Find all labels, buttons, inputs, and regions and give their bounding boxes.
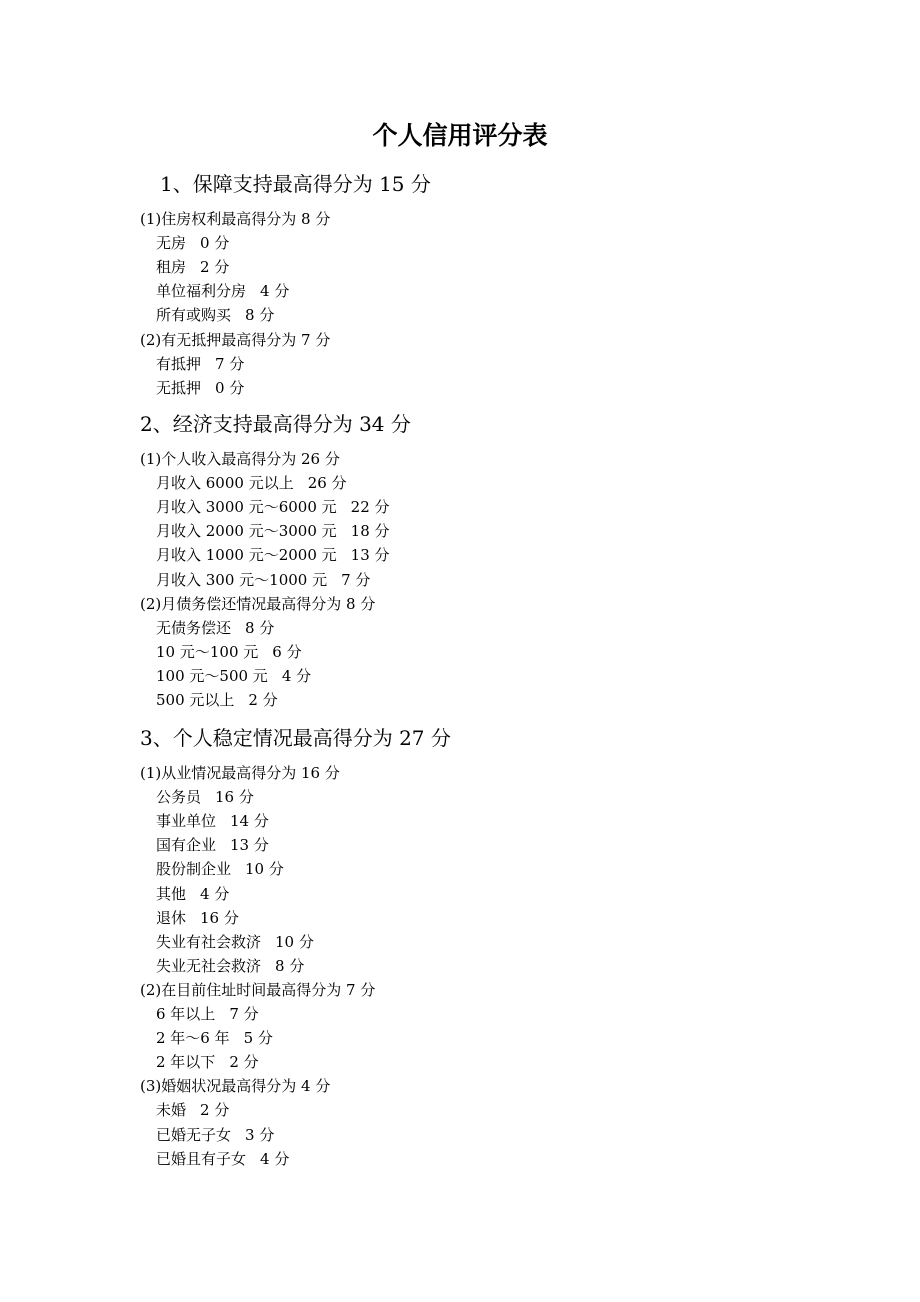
option-score: 14 分 xyxy=(230,812,269,831)
option-score: 4 分 xyxy=(200,884,230,903)
option-label: 有抵押 xyxy=(156,354,202,373)
option-score: 5 分 xyxy=(243,1029,273,1048)
score-option xyxy=(156,617,274,639)
option-score: 7 分 xyxy=(229,1005,259,1023)
score-option xyxy=(156,955,304,977)
option-label: 未婚 xyxy=(156,1101,187,1120)
option-label: 月收入 1000 元～2000 元 xyxy=(156,546,337,565)
option-score: 10 分 xyxy=(275,932,314,951)
subsection-heading: (2)月债务偿还情况最高得分为 8 分 xyxy=(140,594,376,613)
option-label: 月收入 2000 元～3000 元 xyxy=(156,522,337,541)
score-option xyxy=(156,1027,273,1049)
subsection-heading: (1)个人收入最高得分为 26 分 xyxy=(140,450,340,468)
score-option xyxy=(156,1124,274,1146)
score-option xyxy=(156,689,278,711)
option-score: 8 分 xyxy=(245,618,275,637)
score-option xyxy=(156,1148,289,1170)
option-score: 18 分 xyxy=(350,522,390,541)
option-score: 3 分 xyxy=(245,1125,275,1144)
option-label: 公务员 xyxy=(156,788,202,807)
option-label: 其他 xyxy=(156,884,187,903)
option-score: 7 分 xyxy=(215,354,245,373)
option-label: 6 年以上 xyxy=(156,1005,216,1023)
option-label: 事业单位 xyxy=(156,812,217,831)
option-label: 100 元～500 元 xyxy=(156,666,268,685)
score-option xyxy=(156,665,311,687)
option-label: 单位福利分房 xyxy=(156,282,247,301)
score-option xyxy=(156,520,390,542)
option-label: 失业有社会救济 xyxy=(156,932,262,951)
score-option xyxy=(156,280,289,302)
option-label: 租房 xyxy=(156,258,187,277)
score-option xyxy=(156,256,229,278)
option-label: 股份制企业 xyxy=(156,860,232,879)
option-score: 10 分 xyxy=(245,860,284,879)
option-label: 10 元～100 元 xyxy=(156,642,259,661)
option-score: 6 分 xyxy=(272,642,302,661)
subsection-heading: (1)从业情况最高得分为 16 分 xyxy=(140,764,340,782)
score-option xyxy=(156,353,244,375)
option-score: 0 分 xyxy=(200,234,230,253)
subsection-heading: (2)在目前住址时间最高得分为 7 分 xyxy=(140,980,376,999)
option-label: 2 年～6 年 xyxy=(156,1029,230,1048)
score-option xyxy=(156,641,302,663)
option-label: 无债务偿还 xyxy=(156,618,232,637)
score-option xyxy=(156,786,254,808)
option-score: 8 分 xyxy=(245,306,275,325)
option-score: 16 分 xyxy=(200,908,239,927)
option-score: 13 分 xyxy=(350,546,390,565)
option-score: 2 分 xyxy=(248,691,278,709)
score-option xyxy=(156,304,274,326)
page-title: 个人信用评分表 xyxy=(372,121,548,150)
option-label: 2 年以下 xyxy=(156,1053,216,1072)
score-option xyxy=(156,377,244,399)
score-option xyxy=(156,1051,259,1073)
option-label: 失业无社会救济 xyxy=(156,956,262,975)
subsection-heading: (3)婚姻状况最高得分为 4 分 xyxy=(140,1077,331,1096)
option-label: 国有企业 xyxy=(156,836,217,855)
option-label: 月收入 6000 元以上 xyxy=(156,474,294,493)
option-score: 4 分 xyxy=(260,1149,290,1168)
subsection-heading: (1)住房权利最高得分为 8 分 xyxy=(140,210,331,228)
option-score: 2 分 xyxy=(200,258,230,277)
option-score: 2 分 xyxy=(229,1053,259,1072)
option-label: 无房 xyxy=(156,234,187,253)
option-score: 16 分 xyxy=(215,788,254,807)
score-option xyxy=(156,858,284,880)
option-label: 已婚无子女 xyxy=(156,1125,232,1144)
section-heading: 3、个人稳定情况最高得分为 27 分 xyxy=(140,726,451,750)
option-label: 月收入 3000 元～6000 元 xyxy=(156,498,337,517)
score-option xyxy=(156,810,269,832)
section-heading: 1、保障支持最高得分为 15 分 xyxy=(160,172,431,196)
subsection-heading: (2)有无抵押最高得分为 7 分 xyxy=(140,330,331,349)
score-option xyxy=(156,472,347,494)
section-heading: 2、经济支持最高得分为 34 分 xyxy=(140,412,411,436)
score-option xyxy=(156,883,229,905)
score-option xyxy=(156,907,239,929)
option-score: 7 分 xyxy=(341,570,371,589)
option-score: 0 分 xyxy=(215,378,245,397)
score-option xyxy=(156,834,269,856)
score-option xyxy=(156,1003,259,1025)
option-score: 26 分 xyxy=(307,474,347,493)
option-label: 无抵押 xyxy=(156,378,202,397)
option-label: 月收入 300 元～1000 元 xyxy=(156,570,328,589)
score-option xyxy=(156,232,229,254)
score-option xyxy=(156,544,390,566)
option-score: 4 分 xyxy=(281,666,312,685)
option-score: 13 分 xyxy=(230,836,269,855)
option-score: 2 分 xyxy=(200,1101,230,1120)
score-option xyxy=(156,931,314,953)
option-score: 8 分 xyxy=(275,956,305,975)
option-label: 所有或购买 xyxy=(156,306,232,325)
score-option xyxy=(156,1099,229,1121)
option-score: 22 分 xyxy=(350,498,390,517)
score-option xyxy=(156,496,390,518)
option-label: 500 元以上 xyxy=(156,691,235,709)
option-label: 已婚且有子女 xyxy=(156,1149,247,1168)
option-label: 退休 xyxy=(156,908,187,927)
option-score: 4 分 xyxy=(260,282,290,301)
score-option xyxy=(156,569,370,591)
